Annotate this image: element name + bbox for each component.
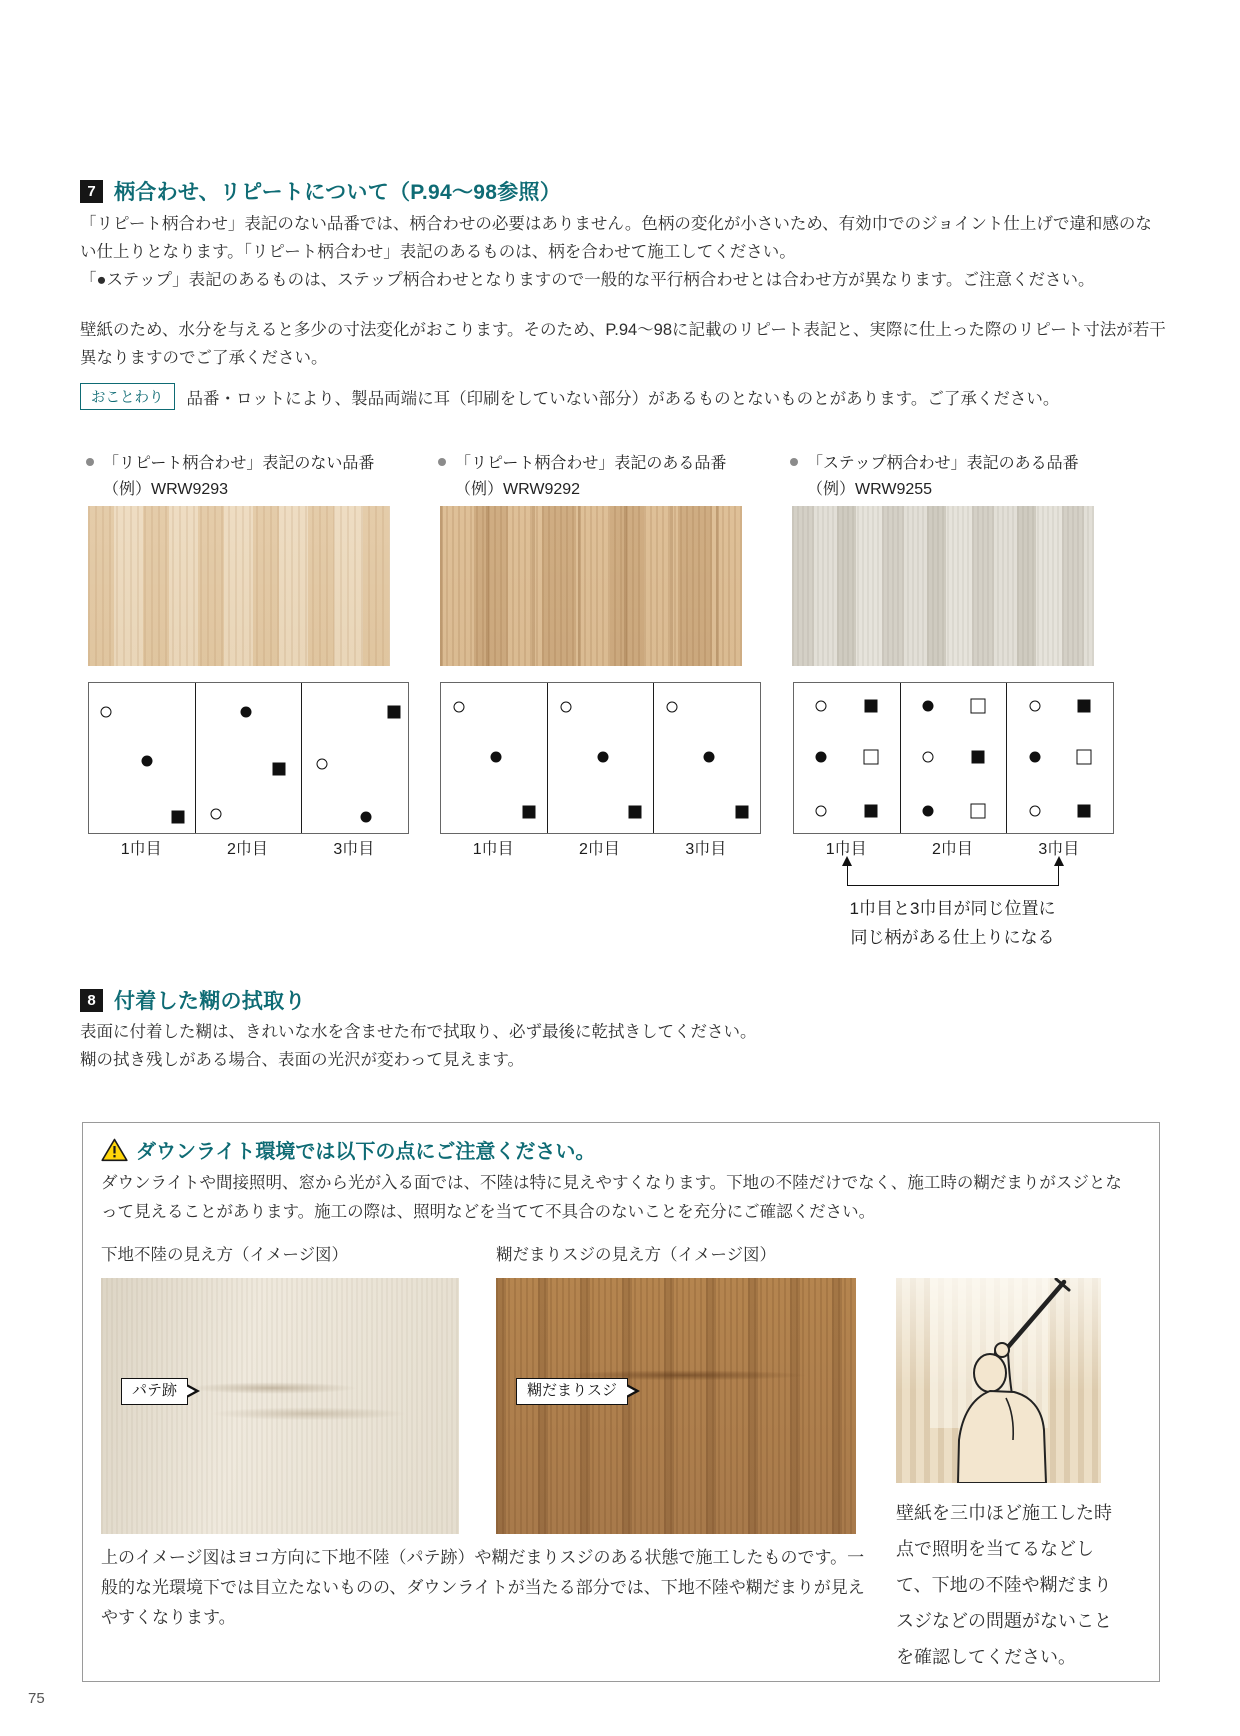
diagram-panel [794,683,900,833]
filled-circle-marker [704,751,715,762]
filled-circle-marker [923,700,934,711]
images-caption: 上のイメージ図はヨコ方向に下地不陸（パテ跡）や糊だまりスジのある状態で施工したものです。一般的な光環境下では目立たないものの、ダウンライトが当たる部分では、下地不陸や糊だまりが見えやすくなります。 [101,1548,865,1627]
filled-square-marker [736,806,749,819]
filled-square-marker [522,806,535,819]
open-circle-marker [923,751,934,762]
filled-square-marker [629,806,642,819]
bullet-icon [438,458,446,466]
section7-paragraph-3: 壁紙のため、水分を与えると多少の寸法変化がおこります。そのため、P.94～98に記載のリピート表記と、実際に仕上った際のリピート寸法が若干異なりますのでご了承ください。 [80,321,1166,367]
example1-code: （例）WRW9293 [103,481,229,498]
bullet-icon [790,458,798,466]
filled-circle-marker [923,805,934,816]
diagram-panel [89,683,195,833]
okotowari-row [80,383,1059,410]
diagram-panel [301,683,408,833]
example2-bullet-label: 「リピート柄合わせ」表記のある品番 [455,455,727,472]
filled-circle-marker [490,751,501,762]
page-number: 75 [28,1690,45,1707]
width-label: 2巾目 [932,841,973,858]
open-square-marker [864,749,879,764]
width-label: 2巾目 [227,841,268,858]
example2-code: （例）WRW9292 [455,481,581,498]
section8-header [80,985,306,1015]
example1-wallpaper-sample [88,506,390,666]
open-circle-marker [1029,805,1040,816]
filled-circle-marker [1029,751,1040,762]
open-circle-marker [560,702,571,713]
open-square-marker [970,803,985,818]
putty-image-label: 下地不陸の見え方（イメージ図） [101,1246,349,1264]
open-circle-marker [1029,700,1040,711]
warning-title-text: ダウンライト環境では以下の点にご注意ください。 [136,1141,596,1163]
section8-number-badge: 8 [80,989,103,1012]
glue-image-label: 糊だまりスジの見え方（イメージ図） [496,1246,777,1264]
okotowari-text: 品番・ロットにより、製品両端に耳（印刷をしていない部分）があるものとないものとがあります。ご了承ください。 [186,389,1060,408]
diagram-panel [441,683,547,833]
filled-circle-marker [597,751,608,762]
filled-square-marker [388,705,401,718]
example1-bullet-label: 「リピート柄合わせ」表記のない品番 [103,455,375,472]
warning-title-row [101,1135,595,1164]
bullet-icon [86,458,94,466]
step-match-note [793,894,1112,952]
width-label: 2巾目 [579,841,620,858]
filled-square-marker [865,699,878,712]
diagram-panel [653,683,760,833]
example1-width-labels [88,836,407,859]
glue-streak-example-image [496,1278,856,1534]
example3-code: （例）WRW9255 [807,481,933,498]
section8-line2: 糊の拭き残しがある場合、表面の光沢が変わって見えます。 [80,1051,525,1069]
open-circle-marker [667,702,678,713]
step-match-bracket-arrows [847,860,1059,886]
section7-title: 柄合わせ、リピートについて（P.94～98参照） [114,181,562,204]
example2-wallpaper-sample [440,506,742,666]
example1-diagram [88,682,409,834]
open-circle-marker [453,702,464,713]
section7-paragraph-2: 「●ステップ」表記のあるものは、ステップ柄合わせとなりますので一般的な平行柄合わせとは合わせ方が異なります。ご注意ください。 [80,271,1095,289]
width-label: 3巾目 [333,841,375,858]
filled-square-marker [273,762,286,775]
filled-square-marker [971,750,984,763]
section8-title: 付着した糊の拭取り [114,990,306,1013]
filled-square-marker [171,810,184,823]
section7-header [80,176,561,206]
width-label: 1巾目 [472,841,514,858]
diagram-panel [900,683,1007,833]
filled-square-marker [865,804,878,817]
diagram-panel [1006,683,1113,833]
width-label: 3巾目 [685,841,727,858]
step-match-note-line1: 1巾目と3巾目が同じ位置に [849,899,1056,918]
putty-mark-example-image [101,1278,459,1534]
example3-bullet-row [790,450,1079,473]
example2-diagram [440,682,761,834]
lighting-check-caption: 壁紙を三巾ほど施工した時点で照明を当てるなどして、下地の不陸や糊だまりスジなどの問題がないことを確認してください。 [896,1503,1112,1667]
example3-wallpaper-sample [792,506,1094,666]
worker-line-art [896,1278,1101,1483]
filled-circle-marker [816,751,827,762]
filled-square-marker [1078,699,1091,712]
open-circle-marker [816,805,827,816]
step-match-note-line2: 同じ柄がある仕上りになる [850,928,1055,947]
open-square-marker [970,698,985,713]
putty-callout-label: パテ跡 [121,1378,188,1405]
example3-diagram [793,682,1114,834]
filled-circle-marker [360,811,371,822]
width-label: 1巾目 [120,841,162,858]
width-label: 3巾目 [1038,841,1080,858]
section8-line1: 表面に付着した糊は、きれいな水を含ませた布で拭取り、必ず最後に乾拭きしてください。 [80,1023,757,1041]
open-circle-marker [317,759,328,770]
section7-paragraph-1: 「リピート柄合わせ」表記のない品番では、柄合わせの必要はありません。色柄の変化が小さいため、有効巾でのジョイント仕上げで違和感のない仕上りとなります。「リピート柄合わせ」表記のあるものは、柄を合わせて施工してください。 [80,215,1152,261]
warning-body-text: ダウンライトや間接照明、窓から光が入る面では、不陸は特に見えやすくなります。下地の不陸だけでなく、施工時の糊だまりがスジとなって見えることがあります。施工の際は、照明などを当てて不具合のないことを充分にご確認ください。 [101,1174,1122,1221]
section7-number-badge: 7 [80,180,103,203]
glue-callout-label: 糊だまりスジ [516,1378,628,1405]
width-label: 1巾目 [825,841,867,858]
open-circle-marker [210,808,221,819]
diagram-panel [547,683,654,833]
downlight-warning-box [82,1122,1160,1682]
worker-with-light-illustration [896,1278,1101,1483]
filled-circle-marker [142,756,153,767]
example3-bullet-label: 「ステップ柄合わせ」表記のある品番 [807,455,1079,472]
warning-triangle-icon [101,1138,128,1162]
example2-width-labels [440,836,759,859]
open-square-marker [1077,749,1092,764]
open-circle-marker [100,706,111,717]
diagram-panel [195,683,302,833]
example2-bullet-row [438,450,726,473]
filled-square-marker [1078,804,1091,817]
example1-bullet-row [86,450,374,473]
open-circle-marker [816,700,827,711]
filled-circle-marker [241,706,252,717]
okotowari-label: おことわり [80,383,175,410]
